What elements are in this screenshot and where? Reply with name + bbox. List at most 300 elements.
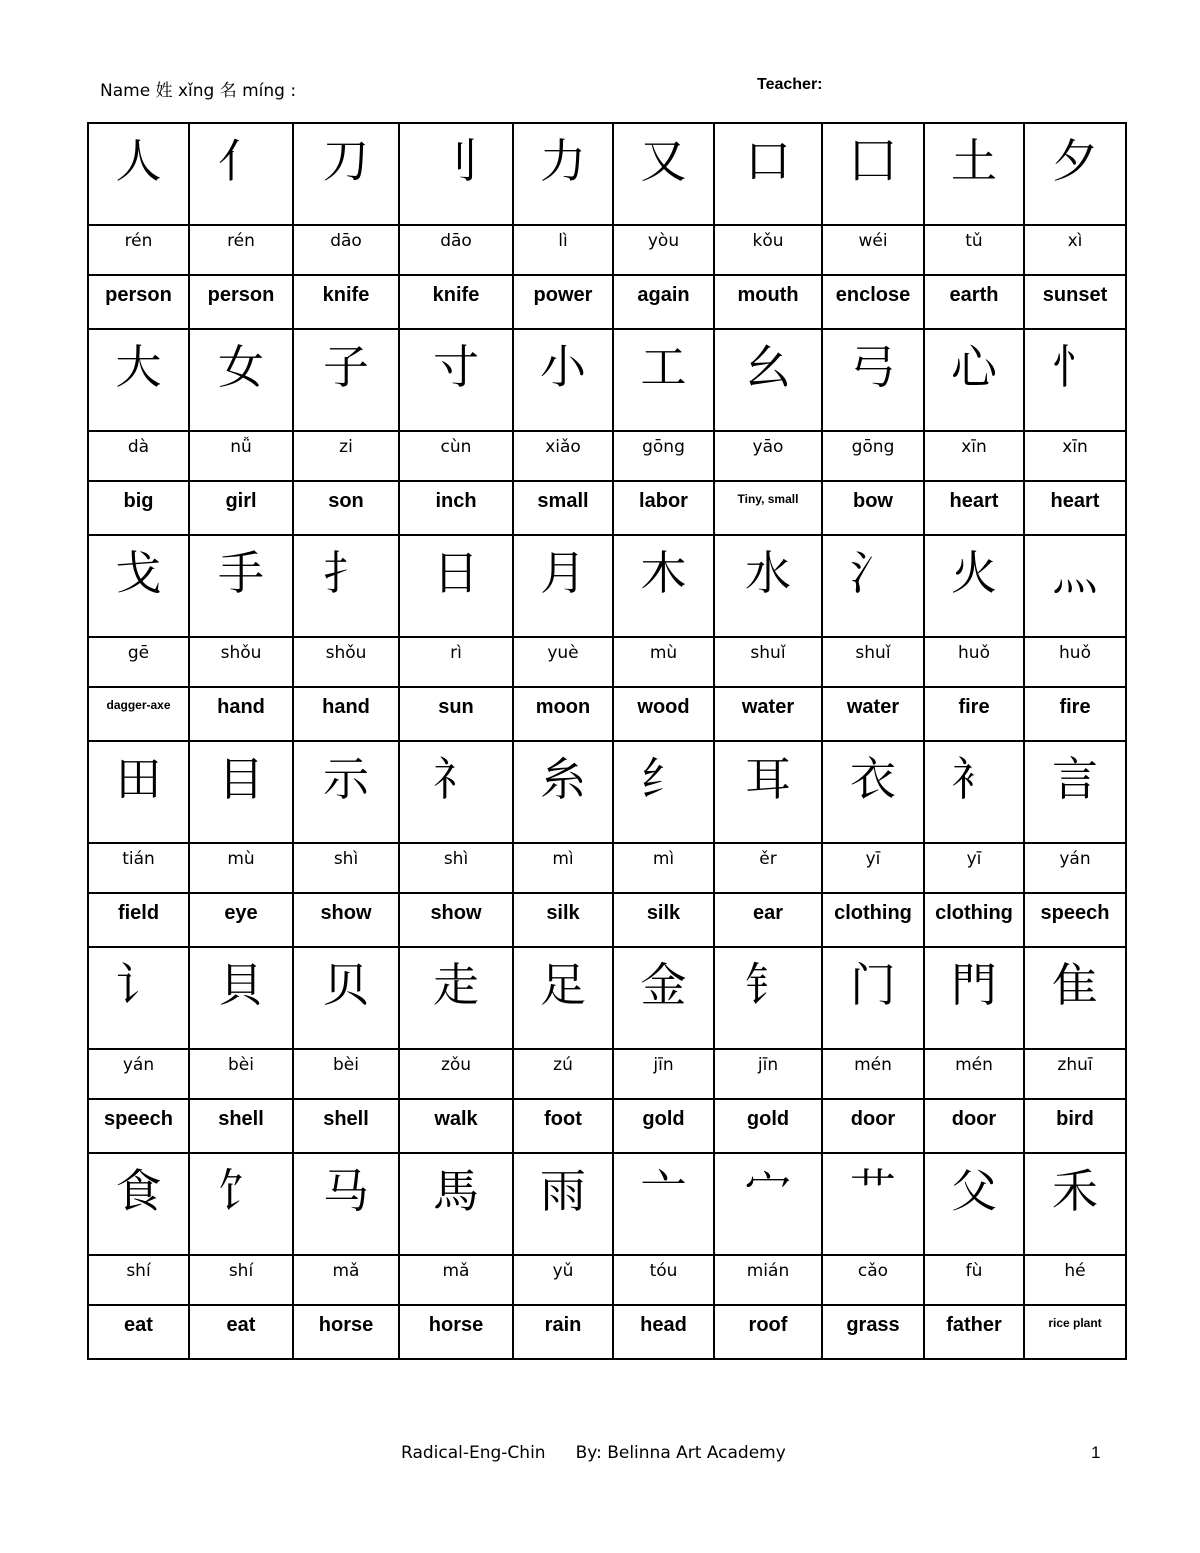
- radical-pinyin: mì: [552, 849, 574, 869]
- radical-meaning: big: [123, 490, 154, 512]
- table-cell: [293, 741, 399, 843]
- table-cell: [924, 275, 1024, 329]
- radical-character: 隹: [1052, 958, 1098, 1012]
- radical-pinyin: shì: [443, 849, 469, 869]
- table-cell: [613, 535, 714, 637]
- radical-meaning: shell: [218, 1108, 264, 1130]
- radical-meaning: speech: [104, 1108, 173, 1130]
- table-cell: [293, 1099, 399, 1153]
- table-cell: [513, 1255, 613, 1305]
- radical-character: 亻: [218, 134, 264, 188]
- table-cell: [1024, 1255, 1126, 1305]
- table-cell: [924, 1099, 1024, 1153]
- radical-pinyin: yán: [1059, 849, 1091, 869]
- radical-character: 目: [218, 752, 264, 806]
- table-cell: [613, 687, 714, 741]
- radical-character: 土: [951, 134, 997, 188]
- table-cell: [924, 431, 1024, 481]
- table-cell: [1024, 275, 1126, 329]
- radical-meaning: sunset: [1042, 284, 1108, 306]
- table-cell: [88, 431, 189, 481]
- radical-character: 口: [745, 134, 791, 188]
- table-cell: [1024, 947, 1126, 1049]
- table-cell: [613, 1099, 714, 1153]
- radical-character: 貝: [218, 958, 264, 1012]
- table-cell: [513, 741, 613, 843]
- radical-meaning: shell: [323, 1108, 369, 1130]
- radical-meaning: show: [320, 902, 372, 924]
- table-cell: [822, 1305, 924, 1359]
- table-cell: [714, 431, 822, 481]
- table-cell: [1024, 431, 1126, 481]
- radical-pinyin: rì: [450, 643, 462, 663]
- table-cell: [714, 1153, 822, 1255]
- radical-pinyin: shí: [126, 1261, 151, 1281]
- table-row: [88, 329, 1126, 431]
- table-cell: [189, 225, 293, 275]
- radical-meaning: person: [105, 284, 172, 306]
- radical-meaning: inch: [435, 490, 477, 512]
- radical-meaning: knife: [322, 284, 370, 306]
- table-cell: [822, 275, 924, 329]
- radical-meaning: show: [430, 902, 482, 924]
- name-field-label: Name 姓 xǐng 名 míng :: [100, 81, 297, 101]
- table-cell: [88, 275, 189, 329]
- radical-pinyin: gē: [127, 643, 150, 663]
- radical-meaning: door: [850, 1108, 896, 1130]
- radical-meaning: eat: [226, 1314, 256, 1336]
- table-cell: [513, 535, 613, 637]
- table-cell: [613, 225, 714, 275]
- table-cell: [924, 225, 1024, 275]
- table-cell: [88, 893, 189, 947]
- radical-meaning: heart: [949, 490, 999, 512]
- radical-meaning: girl: [225, 490, 257, 512]
- table-cell: [189, 1305, 293, 1359]
- table-row: [88, 481, 1126, 535]
- table-cell: [399, 1049, 513, 1099]
- radical-pinyin: lì: [558, 231, 568, 251]
- radical-meaning: horse: [428, 1314, 484, 1336]
- table-cell: [714, 1305, 822, 1359]
- radical-pinyin: shǒu: [220, 643, 262, 663]
- table-cell: [613, 329, 714, 431]
- table-cell: [822, 947, 924, 1049]
- radical-character: 父: [951, 1164, 997, 1218]
- radical-meaning: son: [328, 490, 364, 512]
- table-cell: [714, 535, 822, 637]
- table-cell: [513, 893, 613, 947]
- radical-meaning: ear: [752, 902, 784, 924]
- radical-pinyin: yī: [865, 849, 881, 869]
- table-cell: [513, 329, 613, 431]
- table-cell: [1024, 1049, 1126, 1099]
- radical-meaning: fire: [1059, 696, 1091, 718]
- radical-meaning: person: [207, 284, 275, 306]
- radical-pinyin: mén: [854, 1055, 892, 1075]
- table-cell: [714, 687, 822, 741]
- table-cell: [399, 947, 513, 1049]
- table-cell: [189, 843, 293, 893]
- table-cell: [88, 1305, 189, 1359]
- table-cell: [399, 893, 513, 947]
- table-cell: [513, 1099, 613, 1153]
- table-cell: [513, 123, 613, 225]
- table-cell: [1024, 1305, 1126, 1359]
- radical-meaning: Tiny, small: [737, 492, 799, 506]
- table-row: [88, 1049, 1126, 1099]
- table-cell: [88, 1049, 189, 1099]
- table-cell: [189, 329, 293, 431]
- footer-text: [401, 1443, 786, 1463]
- radical-pinyin: zi: [339, 437, 353, 457]
- table-cell: [293, 687, 399, 741]
- table-cell: [822, 1099, 924, 1153]
- table-cell: [189, 687, 293, 741]
- table-cell: [714, 1255, 822, 1305]
- radical-pinyin: shí: [228, 1261, 254, 1281]
- radical-pinyin: yòu: [647, 231, 680, 251]
- table-cell: [714, 1049, 822, 1099]
- radical-meaning: dagger-axe: [106, 698, 171, 712]
- radical-pinyin: mǎ: [332, 1261, 360, 1281]
- radical-meaning: mouth: [737, 284, 799, 306]
- radical-pinyin: jīn: [757, 1055, 779, 1075]
- radical-character: 馬: [433, 1164, 479, 1218]
- table-cell: [399, 687, 513, 741]
- radical-meaning: water: [741, 696, 795, 718]
- radical-pinyin: gōng: [851, 437, 895, 457]
- radical-character: 禾: [1052, 1164, 1098, 1218]
- table-cell: [513, 1153, 613, 1255]
- radical-character: 心: [951, 340, 997, 394]
- radical-pinyin: cùn: [440, 437, 472, 457]
- table-cell: [822, 687, 924, 741]
- table-row: [88, 741, 1126, 843]
- radical-pinyin: jīn: [653, 1055, 674, 1075]
- table-row: [88, 431, 1126, 481]
- table-cell: [924, 1049, 1024, 1099]
- table-cell: [714, 637, 822, 687]
- radical-meaning: walk: [434, 1108, 478, 1130]
- radical-character: 扌: [323, 546, 369, 600]
- table-cell: [714, 481, 822, 535]
- table-cell: [189, 893, 293, 947]
- radical-character: 马: [323, 1164, 369, 1218]
- table-cell: [88, 687, 189, 741]
- table-cell: [822, 843, 924, 893]
- table-cell: [714, 893, 822, 947]
- table-cell: [613, 1153, 714, 1255]
- table-cell: [399, 741, 513, 843]
- table-cell: [613, 1255, 714, 1305]
- radical-meaning: eat: [124, 1314, 153, 1336]
- radical-pinyin: xīn: [1062, 437, 1088, 457]
- table-cell: [293, 123, 399, 225]
- table-cell: [88, 637, 189, 687]
- radical-character: 金: [640, 958, 687, 1012]
- table-cell: [613, 893, 714, 947]
- table-cell: [924, 535, 1024, 637]
- table-cell: [399, 535, 513, 637]
- radical-character: 言: [1052, 752, 1098, 806]
- radical-character: 月: [540, 546, 586, 600]
- radical-character: 木: [640, 546, 687, 600]
- footer-author: By: Belinna Art Academy: [575, 1443, 786, 1463]
- radical-pinyin: mù: [227, 849, 255, 869]
- radical-character: 雨: [540, 1164, 586, 1218]
- table-cell: [714, 947, 822, 1049]
- radical-pinyin: shuǐ: [855, 643, 891, 663]
- table-cell: [924, 481, 1024, 535]
- table-cell: [88, 1153, 189, 1255]
- table-cell: [822, 1049, 924, 1099]
- radical-character: 足: [540, 958, 586, 1012]
- radical-character: 幺: [745, 340, 791, 394]
- table-row: [88, 687, 1126, 741]
- radical-meaning: enclose: [835, 284, 911, 306]
- radical-meaning: earth: [949, 284, 999, 306]
- table-cell: [293, 535, 399, 637]
- radical-meaning: rain: [544, 1314, 582, 1336]
- radical-pinyin: yuè: [547, 643, 579, 663]
- table-cell: [189, 535, 293, 637]
- table-cell: [88, 741, 189, 843]
- table-cell: [293, 843, 399, 893]
- table-cell: [88, 843, 189, 893]
- table-cell: [293, 637, 399, 687]
- radical-pinyin: dà: [127, 437, 150, 457]
- table-cell: [613, 843, 714, 893]
- table-cell: [1024, 123, 1126, 225]
- radical-meaning: head: [640, 1314, 687, 1336]
- table-cell: [513, 843, 613, 893]
- table-cell: [399, 329, 513, 431]
- radical-character: 忄: [1052, 340, 1098, 394]
- radical-character: 贝: [323, 958, 369, 1012]
- table-cell: [1024, 1099, 1126, 1153]
- table-row: [88, 1305, 1126, 1359]
- table-cell: [293, 481, 399, 535]
- table-cell: [399, 1099, 513, 1153]
- table-cell: [613, 275, 714, 329]
- table-cell: [88, 123, 189, 225]
- radical-pinyin: shì: [333, 849, 359, 869]
- radical-meaning: gold: [746, 1108, 790, 1130]
- radical-character: 灬: [1052, 546, 1098, 600]
- radical-character: 示: [323, 752, 369, 806]
- table-cell: [714, 741, 822, 843]
- table-cell: [613, 947, 714, 1049]
- table-cell: [1024, 687, 1126, 741]
- table-cell: [293, 431, 399, 481]
- radical-pinyin: mì: [652, 849, 675, 869]
- radical-pinyin: huǒ: [1059, 643, 1091, 663]
- radical-character: 子: [323, 340, 369, 394]
- table-cell: [714, 329, 822, 431]
- table-cell: [293, 893, 399, 947]
- table-cell: [293, 1305, 399, 1359]
- table-row: [88, 275, 1126, 329]
- radical-meaning: bird: [1056, 1108, 1094, 1130]
- table-cell: [189, 637, 293, 687]
- radical-character: 田: [115, 752, 162, 806]
- table-row: [88, 637, 1126, 687]
- table-cell: [924, 123, 1024, 225]
- table-cell: [613, 123, 714, 225]
- table-cell: [399, 123, 513, 225]
- table-cell: [513, 1305, 613, 1359]
- radical-pinyin: shǒu: [325, 643, 367, 663]
- table-cell: [399, 637, 513, 687]
- radical-meaning: silk: [646, 902, 681, 924]
- radical-pinyin: yī: [966, 849, 982, 869]
- table-cell: [513, 225, 613, 275]
- table-cell: [399, 1305, 513, 1359]
- table-row: [88, 535, 1126, 637]
- radical-character: 耳: [745, 752, 791, 806]
- radical-pinyin: zhuī: [1057, 1055, 1093, 1075]
- radical-character: 囗: [850, 134, 896, 188]
- table-cell: [1024, 637, 1126, 687]
- radical-pinyin: gōng: [642, 437, 685, 457]
- radical-character: 衤: [951, 752, 997, 806]
- radical-pinyin: tóu: [649, 1261, 678, 1281]
- radical-character: 夕: [1052, 134, 1098, 188]
- radical-character: 門: [951, 958, 997, 1012]
- table-cell: [924, 947, 1024, 1049]
- table-cell: [822, 225, 924, 275]
- table-cell: [822, 637, 924, 687]
- table-cell: [924, 741, 1024, 843]
- table-cell: [293, 1049, 399, 1099]
- table-row: [88, 893, 1126, 947]
- radical-meaning: water: [846, 696, 900, 718]
- table-cell: [822, 329, 924, 431]
- table-cell: [822, 431, 924, 481]
- radical-pinyin: xīn: [961, 437, 987, 457]
- radical-character: 钅: [745, 958, 791, 1012]
- radical-meaning: rice plant: [1048, 1316, 1102, 1330]
- radical-pinyin: bèi: [228, 1055, 254, 1075]
- table-cell: [293, 275, 399, 329]
- radical-character: 亠: [640, 1164, 687, 1218]
- radical-meaning: fire: [958, 696, 990, 718]
- radical-pinyin: tián: [122, 849, 155, 869]
- radical-table: [87, 122, 1127, 1360]
- radical-meaning: field: [117, 902, 160, 924]
- radical-meaning: clothing: [935, 902, 1013, 924]
- radical-meaning: wood: [637, 696, 690, 718]
- radical-meaning: bow: [853, 490, 893, 512]
- radical-pinyin: tǔ: [965, 231, 983, 251]
- table-cell: [1024, 225, 1126, 275]
- table-cell: [613, 1305, 714, 1359]
- table-cell: [513, 275, 613, 329]
- table-cell: [293, 1255, 399, 1305]
- radical-pinyin: mén: [955, 1055, 993, 1075]
- radical-meaning: labor: [639, 490, 688, 512]
- radical-character: 氵: [850, 546, 896, 600]
- table-cell: [924, 1305, 1024, 1359]
- table-row: [88, 123, 1126, 225]
- table-cell: [513, 947, 613, 1049]
- radical-character: 弓: [850, 340, 896, 394]
- radical-meaning: sun: [438, 696, 474, 718]
- radical-pinyin: yán: [122, 1055, 155, 1075]
- radical-character: 寸: [433, 340, 479, 394]
- table-cell: [1024, 329, 1126, 431]
- radical-pinyin: zú: [553, 1055, 573, 1075]
- table-cell: [714, 225, 822, 275]
- table-cell: [714, 1099, 822, 1153]
- radical-meaning: hand: [322, 696, 370, 718]
- radical-character: 门: [850, 958, 896, 1012]
- radical-pinyin: rén: [227, 231, 255, 251]
- radical-meaning: again: [637, 284, 690, 306]
- radical-meaning: small: [537, 490, 589, 512]
- radical-meaning: silk: [546, 902, 580, 924]
- table-cell: [189, 275, 293, 329]
- table-cell: [189, 947, 293, 1049]
- radical-pinyin: shuǐ: [750, 643, 786, 663]
- table-cell: [1024, 535, 1126, 637]
- table-cell: [88, 1255, 189, 1305]
- radical-meaning: gold: [642, 1108, 685, 1130]
- table-cell: [924, 893, 1024, 947]
- radical-pinyin: huǒ: [958, 643, 990, 663]
- radical-pinyin: mián: [746, 1261, 790, 1281]
- footer-doc-name: Radical-Eng-Chin: [401, 1443, 546, 1463]
- radical-pinyin: yǔ: [552, 1261, 574, 1281]
- table-cell: [88, 481, 189, 535]
- radical-pinyin: dāo: [440, 231, 472, 251]
- table-cell: [714, 275, 822, 329]
- table-cell: [1024, 893, 1126, 947]
- table-row: [88, 225, 1126, 275]
- radical-meaning: horse: [318, 1314, 374, 1336]
- radical-pinyin: xì: [1067, 231, 1083, 251]
- table-cell: [822, 741, 924, 843]
- radical-character: 饣: [218, 1164, 264, 1218]
- table-cell: [513, 1049, 613, 1099]
- table-cell: [189, 123, 293, 225]
- radical-character: 纟: [640, 752, 687, 806]
- radical-character: 宀: [745, 1164, 791, 1218]
- radical-character: 艹: [850, 1164, 896, 1218]
- radical-character: 刀: [323, 134, 369, 188]
- table-cell: [293, 1153, 399, 1255]
- table-cell: [714, 123, 822, 225]
- table-cell: [189, 431, 293, 481]
- table-row: [88, 947, 1126, 1049]
- radical-meaning: grass: [846, 1314, 900, 1336]
- radical-character: 日: [433, 546, 479, 600]
- table-cell: [924, 329, 1024, 431]
- table-cell: [613, 1049, 714, 1099]
- table-cell: [822, 893, 924, 947]
- table-cell: [189, 1153, 293, 1255]
- radical-character: 人: [115, 134, 162, 188]
- table-cell: [924, 1255, 1024, 1305]
- radical-meaning: clothing: [834, 902, 912, 924]
- table-cell: [399, 275, 513, 329]
- table-cell: [822, 1255, 924, 1305]
- radical-meaning: moon: [535, 696, 591, 718]
- radical-character: 走: [433, 958, 479, 1012]
- table-cell: [822, 535, 924, 637]
- radical-meaning: speech: [1040, 902, 1110, 924]
